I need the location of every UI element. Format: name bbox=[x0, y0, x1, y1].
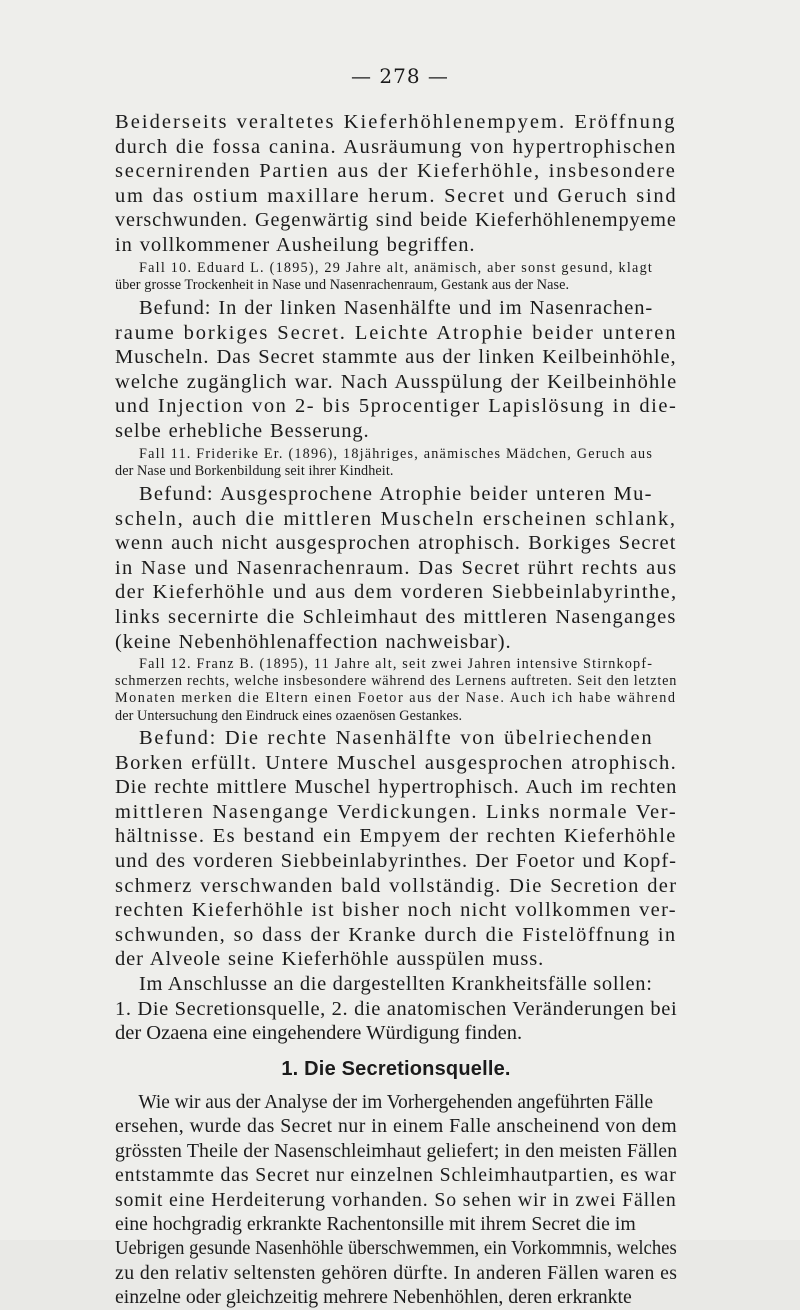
section-heading: 1. Die Secretionsquelle. bbox=[281, 1058, 511, 1080]
text-line: Im Anschlusse an die dargestellten Krankheitsfälle sollen: bbox=[139, 973, 653, 995]
text-line: Muscheln. Das Secret stammte aus der linken Keilbeinhöhle, bbox=[115, 346, 677, 369]
paragraph-case-9-end bbox=[115, 110, 677, 258]
text-line: um das ostium maxillare herum. Secret und Geruch sind bbox=[115, 184, 678, 207]
text-line: 1. Die Secretionsquelle, 2. die anatomischen Veränderungen bei bbox=[115, 997, 678, 1020]
text-line: somit eine Herdeiterung vorhanden. So sehen wir in zwei Fällen bbox=[115, 1188, 677, 1211]
text-line: schmerzen rechts, welche insbesondere während des Lernens auftreten. Seit den letzten bbox=[115, 673, 678, 690]
text-line: Fall 10. Eduard L. (1895), 29 Jahre alt, anämisch, aber sonst gesund, klagt bbox=[139, 260, 654, 276]
text-line: Monaten merken die Eltern einen Foetor aus der Nase. Auch ich habe während bbox=[115, 690, 677, 707]
text-line: rechten Kieferhöhle ist bisher noch nicht vollkommen ver- bbox=[115, 899, 677, 922]
text-line: entstammte das Secret nur einzelnen Schleimhautpartien, es war bbox=[115, 1164, 677, 1187]
text-line: Fall 11. Friderike Er. (1896), 18jähriges, anämisches Mädchen, Geruch aus bbox=[139, 446, 654, 462]
text-line: mittleren Nasengange Verdickungen. Links normale Ver- bbox=[115, 800, 678, 823]
text-line: der Ozaena eine eingehendere Würdigung finden. bbox=[115, 1022, 523, 1045]
text-line: einzelne oder gleichzeitig mehrere Nebenhöhlen, deren erkrankte bbox=[115, 1286, 632, 1309]
text-line: der Kieferhöhle und aus dem vorderen Siebbeinlabyrinthe, bbox=[115, 581, 678, 604]
text-line: schwunden, so dass der Kranke durch die Fistelöffnung in bbox=[115, 923, 677, 946]
text-line: (keine Nebenhöhlenaffection nachweisbar). bbox=[115, 630, 512, 653]
paragraph-summary bbox=[115, 972, 677, 1046]
text-line: Fall 12. Franz B. (1895), 11 Jahre alt, seit zwei Jahren intensive Stirnkopf- bbox=[139, 656, 654, 672]
text-line: in vollkommener Ausheilung begriffen. bbox=[115, 233, 476, 256]
text-line: über grosse Trockenheit in Nase und Nasenrachenraum, Gestank aus der Nase. bbox=[115, 277, 570, 294]
text-line: Borken erfüllt. Untere Muschel ausgesprochen atrophisch. bbox=[115, 751, 678, 774]
case-12-findings bbox=[115, 726, 677, 972]
text-line: Die rechte mittlere Muschel hypertrophisch. Auch im rechten bbox=[115, 776, 678, 799]
text-line: zu den relativ seltensten gehören dürfte. In anderen Fällen waren es bbox=[115, 1261, 678, 1284]
text-line: der Alveole seine Kieferhöhle ausspülen muss. bbox=[115, 948, 545, 971]
text-line: verschwunden. Gegenwärtig sind beide Kieferhöhlenempyeme bbox=[115, 209, 677, 232]
text-line: Befund: Die rechte Nasenhälfte von übelriechenden bbox=[139, 727, 654, 749]
case-10-findings bbox=[115, 296, 677, 444]
page-number: — 278 — bbox=[351, 64, 449, 88]
text-line: Beiderseits veraltetes Kieferhöhlenempyem. Eröffnung bbox=[115, 111, 677, 133]
text-line: eine hochgradig erkrankte Rachentonsille mit ihrem Secret die im bbox=[115, 1213, 636, 1236]
text-line: und Injection von 2- bis 5procentiger Lapislösung in die- bbox=[115, 395, 678, 418]
text-line: grössten Theile der Nasenschleimhaut geliefert; in den meisten Fällen bbox=[115, 1139, 678, 1162]
text-line: links secernirte die Schleimhaut des mittleren Nasenganges bbox=[115, 605, 677, 628]
text-line: hältnisse. Es bestand ein Empyem der rechten Kieferhöhle bbox=[115, 825, 677, 848]
text-line: selbe erhebliche Besserung. bbox=[115, 419, 370, 442]
case-11-findings bbox=[115, 482, 677, 654]
text-line: welche zugänglich war. Nach Ausspülung der Keilbeinhöhle bbox=[115, 370, 678, 393]
text-line: der Nase und Borkenbildung seit ihrer Kindheit. bbox=[115, 463, 394, 480]
text-line: scheln, auch die mittleren Muscheln erscheinen schlank, bbox=[115, 507, 677, 530]
text-line: Wie wir aus der Analyse der im Vorhergehenden angeführten Fälle bbox=[138, 1091, 654, 1113]
text-line: secernirenden Partien aus der Kieferhöhle, insbesondere bbox=[115, 160, 677, 183]
text-line: Uebrigen gesunde Nasenhöhle überschwemmen, ein Vorkommnis, welches bbox=[115, 1237, 677, 1260]
text-line: ersehen, wurde das Secret nur in einem Falle anscheinend von dem bbox=[115, 1115, 678, 1138]
case-10-history bbox=[115, 260, 677, 294]
text-line: Befund: Ausgesprochene Atrophie beider unteren Mu- bbox=[139, 483, 653, 505]
text-line: und des vorderen Siebbeinlabyrinthes. Der Foetor und Kopf- bbox=[115, 849, 677, 872]
case-11-history bbox=[115, 446, 677, 480]
text-line: der Untersuchung den Eindruck eines ozaenösen Gestankes. bbox=[115, 707, 463, 724]
paragraph-secretion-source bbox=[115, 1090, 677, 1310]
text-line: in Nase und Nasenrachenraum. Das Secret rührt rechts aus bbox=[115, 556, 678, 579]
text-line: wenn auch nicht ausgesprochen atrophisch. Borkiges Secret bbox=[115, 532, 677, 555]
text-line: raume borkiges Secret. Leichte Atrophie beider unteren bbox=[115, 321, 678, 344]
text-line: Befund: In der linken Nasenhälfte und im Nasenrachen- bbox=[139, 297, 654, 319]
case-12-history bbox=[115, 656, 677, 725]
text-line: schmerz verschwanden bald vollständig. Die Secretion der bbox=[115, 874, 678, 897]
text-line: durch die fossa canina. Ausräumung von hypertrophischen bbox=[115, 135, 677, 158]
